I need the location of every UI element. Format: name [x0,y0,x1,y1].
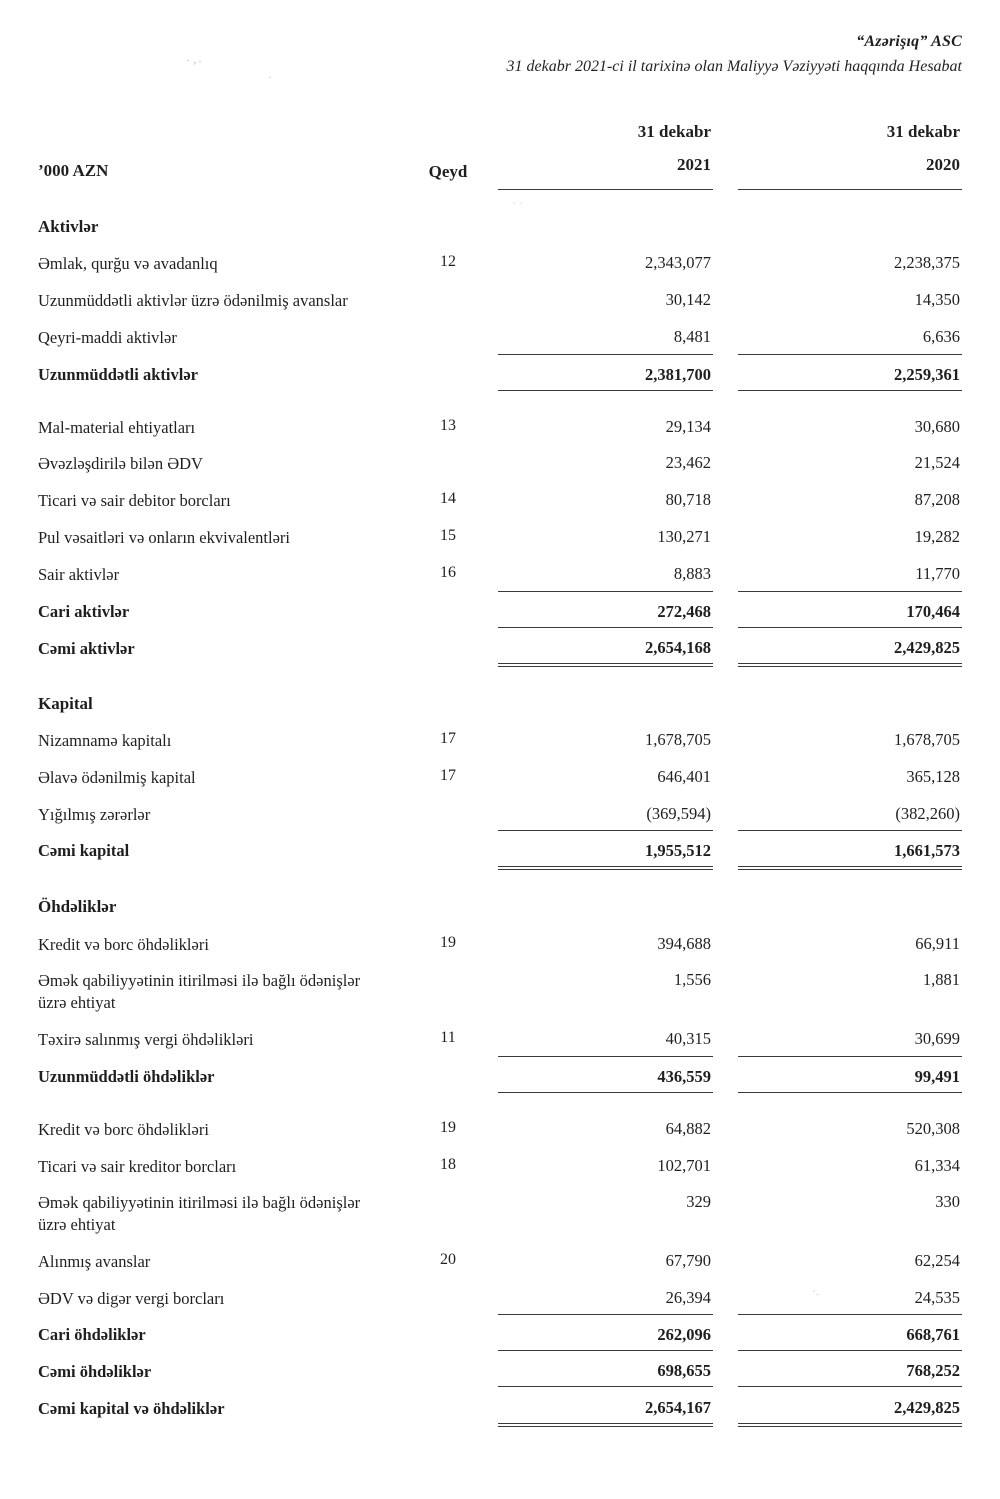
row-value-2021: 80,718 [665,490,711,510]
row-label: Kredit və borc öhdəlikləri [38,934,209,954]
row-value-2021: 646,401 [657,766,711,786]
row-note [398,794,498,809]
row-value-2020: 62,254 [914,1250,960,1270]
row-value-2020: 1,678,705 [894,729,960,749]
row-value-2021: 394,688 [657,933,711,953]
table-row [38,443,962,480]
table-row [38,591,962,628]
row-value-2020: 330 [935,1192,960,1212]
balance-sheet-table [38,106,962,1427]
table-row [38,720,962,757]
row-label: Uzunmüddətli öhdəliklər [38,1066,215,1086]
row-label: Cəmi kapital [38,841,130,861]
row-note [398,960,498,975]
row-label: Cəmi öhdəliklər [38,1362,152,1382]
row-value-2020: 2,259,361 [738,354,962,391]
row-label: Nizamnamə kapitalı [38,730,172,750]
row-note: 12 [440,253,456,271]
row-label: Cəmi aktivlər [38,638,135,658]
row-label: Ticari və sair debitor borcları [38,491,231,511]
table-row [38,407,962,444]
row-value-2021: 2,654,167 [498,1388,713,1427]
table-row [38,317,962,354]
document-header [38,30,962,78]
row-value-2021: 8,481 [673,326,711,346]
header-col-2021-line1: 31 dekabr [637,122,711,142]
table-row [38,1314,962,1351]
row-note [398,591,498,606]
row-value-2021: 26,394 [665,1287,711,1307]
table-row [38,886,962,923]
row-value-2021: 29,134 [665,416,711,436]
row-value-2020: 66,911 [915,933,960,953]
row-value-2020: 170,464 [738,591,962,628]
table-row [38,683,962,720]
row-label: Mal-material ehtiyatları [38,417,196,437]
table-row [38,517,962,554]
row-note [398,1182,498,1197]
row-note: 16 [440,563,456,581]
row-label: Cəmi kapital və öhdəliklər [38,1399,225,1419]
row-note: 13 [440,416,456,434]
row-value-2020 [738,683,962,698]
scan-artifact: ·. [812,1284,819,1298]
row-note [398,1314,498,1329]
row-label: Əvəzləşdirilə bilən ƏDV [38,454,203,474]
row-note [398,628,498,643]
row-label: Sair aktivlər [38,564,120,584]
row-value-2021: 2,381,700 [498,354,713,391]
row-label: Öhdəliklər [38,897,117,917]
row-value-2021: 272,468 [498,591,713,628]
table-row [38,243,962,280]
scan-artifact: · [268,70,272,84]
header-col-2021 [498,106,713,190]
table-row [38,1019,962,1056]
row-note: 17 [440,766,456,784]
row-value-2020: 11,770 [915,563,960,583]
row-note: 20 [440,1250,456,1268]
row-value-2021: 262,096 [498,1314,713,1351]
row-label: Ticari və sair kreditor borcları [38,1156,237,1176]
row-label: Alınmış avanslar [38,1251,151,1271]
row-label: Əmək qabiliyyətinin itirilməsi ilə bağlı ödənişlər üzrə ehtiyat [38,971,361,1013]
table-row [38,1146,962,1183]
row-note: 11 [440,1029,456,1046]
row-label: Cari aktivlər [38,601,130,621]
header-currency: ’000 AZN [38,160,109,180]
table-row [38,354,962,391]
table-row [38,1388,962,1427]
row-value-2020: 6,636 [922,326,960,346]
row-note [398,1388,498,1403]
row-label: Aktivlər [38,216,99,236]
row-value-2021: 1,556 [673,970,711,990]
row-value-2021: 2,654,168 [498,628,713,667]
row-value-2021: 8,883 [673,563,711,583]
table-row [38,924,962,961]
row-note [398,886,498,901]
row-value-2021: 436,559 [498,1056,713,1093]
row-note: 17 [440,729,456,747]
row-note [398,1351,498,1366]
row-value-2021: 329 [686,1192,711,1212]
row-value-2020: 768,252 [738,1351,962,1387]
table-body [38,206,962,1427]
row-value-2020: 99,491 [738,1056,962,1093]
row-value-2020: 21,524 [914,453,960,473]
table-row [38,1278,962,1315]
row-value-2021: 30,142 [665,290,711,310]
row-value-2020: 2,238,375 [894,253,960,273]
row-label: Uzunmüddətli aktivlər [38,364,198,384]
row-label: Kredit və borc öhdəlikləri [38,1119,209,1139]
table-row [38,1241,962,1278]
row-label: Uzunmüddətli aktivlər üzrə ödənilmiş avanslar [38,291,348,311]
row-value-2020: 2,429,825 [738,628,962,667]
table-row [38,280,962,317]
company-name: “Azərişıq” ASC [856,33,962,50]
row-note [398,280,498,295]
row-value-2021: 698,655 [498,1351,713,1387]
row-value-2021: 102,701 [657,1155,711,1175]
row-note [398,1056,498,1071]
row-label: Əmlak, qurğu və avadanlıq [38,254,218,274]
header-col-2020-line1: 31 dekabr [886,122,960,142]
row-label: Yığılmış zərərlər [38,804,151,824]
table-row [38,628,962,667]
header-col-2020 [738,106,962,190]
row-label: Kapital [38,693,93,713]
row-value-2021: 1,955,512 [498,830,713,870]
row-note [398,683,498,698]
row-label: Pul vəsaitləri və onların ekvivalentləri [38,528,291,547]
row-value-2020: 61,334 [914,1155,960,1175]
row-value-2020: 14,350 [914,290,960,310]
row-note [398,354,498,369]
table-row [38,1351,962,1388]
table-row [38,960,962,1019]
row-label: ƏDV və digər vergi borcları [38,1288,225,1308]
row-value-2020: 1,881 [922,970,960,990]
row-value-2020: 1,661,573 [738,830,962,870]
row-value-2021: 2,343,077 [645,253,711,273]
header-col-2021-line2: 2021 [677,154,711,174]
scan-artifact: ·‚. [184,50,205,68]
row-value-2021: 67,790 [665,1250,711,1270]
table-row [38,554,962,591]
row-note: 18 [440,1155,456,1173]
row-value-2020: 365,128 [906,766,960,786]
row-value-2020: 30,680 [914,416,960,436]
row-value-2021 [498,683,713,698]
row-value-2021 [498,886,713,901]
row-value-2020: 668,761 [738,1314,962,1351]
row-value-2021: (369,594) [646,803,711,823]
row-label: Qeyri-maddi aktivlər [38,327,177,347]
row-note [398,830,498,845]
row-note: 14 [440,490,456,508]
row-value-2020 [738,206,962,221]
row-label: Təxirə salınmış vergi öhdəlikləri [38,1030,254,1049]
row-note: 19 [440,933,456,951]
row-value-2021: 23,462 [665,453,711,473]
row-note: 15 [440,527,456,544]
row-note [398,1278,498,1293]
row-value-2021 [498,206,713,221]
row-value-2021: 130,271 [657,527,711,546]
row-value-2020: 19,282 [914,527,960,546]
header-col-2020-line2: 2020 [926,154,960,174]
row-value-2021: 40,315 [665,1029,711,1048]
row-note [398,317,498,332]
row-value-2020: 520,308 [906,1118,960,1138]
row-label: Əmək qabiliyyətinin itirilməsi ilə bağlı ödənişlər üzrə ehtiyat [38,1193,361,1235]
row-value-2020: 30,699 [914,1029,960,1048]
row-value-2020: 2,429,825 [738,1388,962,1427]
header-note: Qeyd [428,161,468,181]
row-value-2020: 24,535 [914,1287,960,1307]
table-row [38,480,962,517]
row-note: 19 [440,1118,456,1136]
table-header-row [38,106,962,190]
table-row [38,1182,962,1241]
table-row [38,206,962,243]
row-value-2020: (382,260) [895,803,960,823]
table-row [38,1109,962,1146]
report-title: 31 dekabr 2021-ci il tarixinə olan Maliyyə Vəziyyəti haqqında Hesabat [506,58,962,76]
row-label: Cari öhdəliklər [38,1325,146,1345]
row-label: Əlavə ödənilmiş kapital [38,767,196,787]
scan-artifact: · · [512,196,523,210]
row-note [398,206,498,221]
table-row [38,794,962,831]
row-value-2021: 1,678,705 [645,729,711,749]
table-row [38,1056,962,1093]
table-row [38,830,962,870]
row-value-2021: 64,882 [665,1118,711,1138]
row-value-2020 [738,886,962,901]
row-note [398,443,498,458]
table-row [38,757,962,794]
row-value-2020: 87,208 [914,490,960,510]
